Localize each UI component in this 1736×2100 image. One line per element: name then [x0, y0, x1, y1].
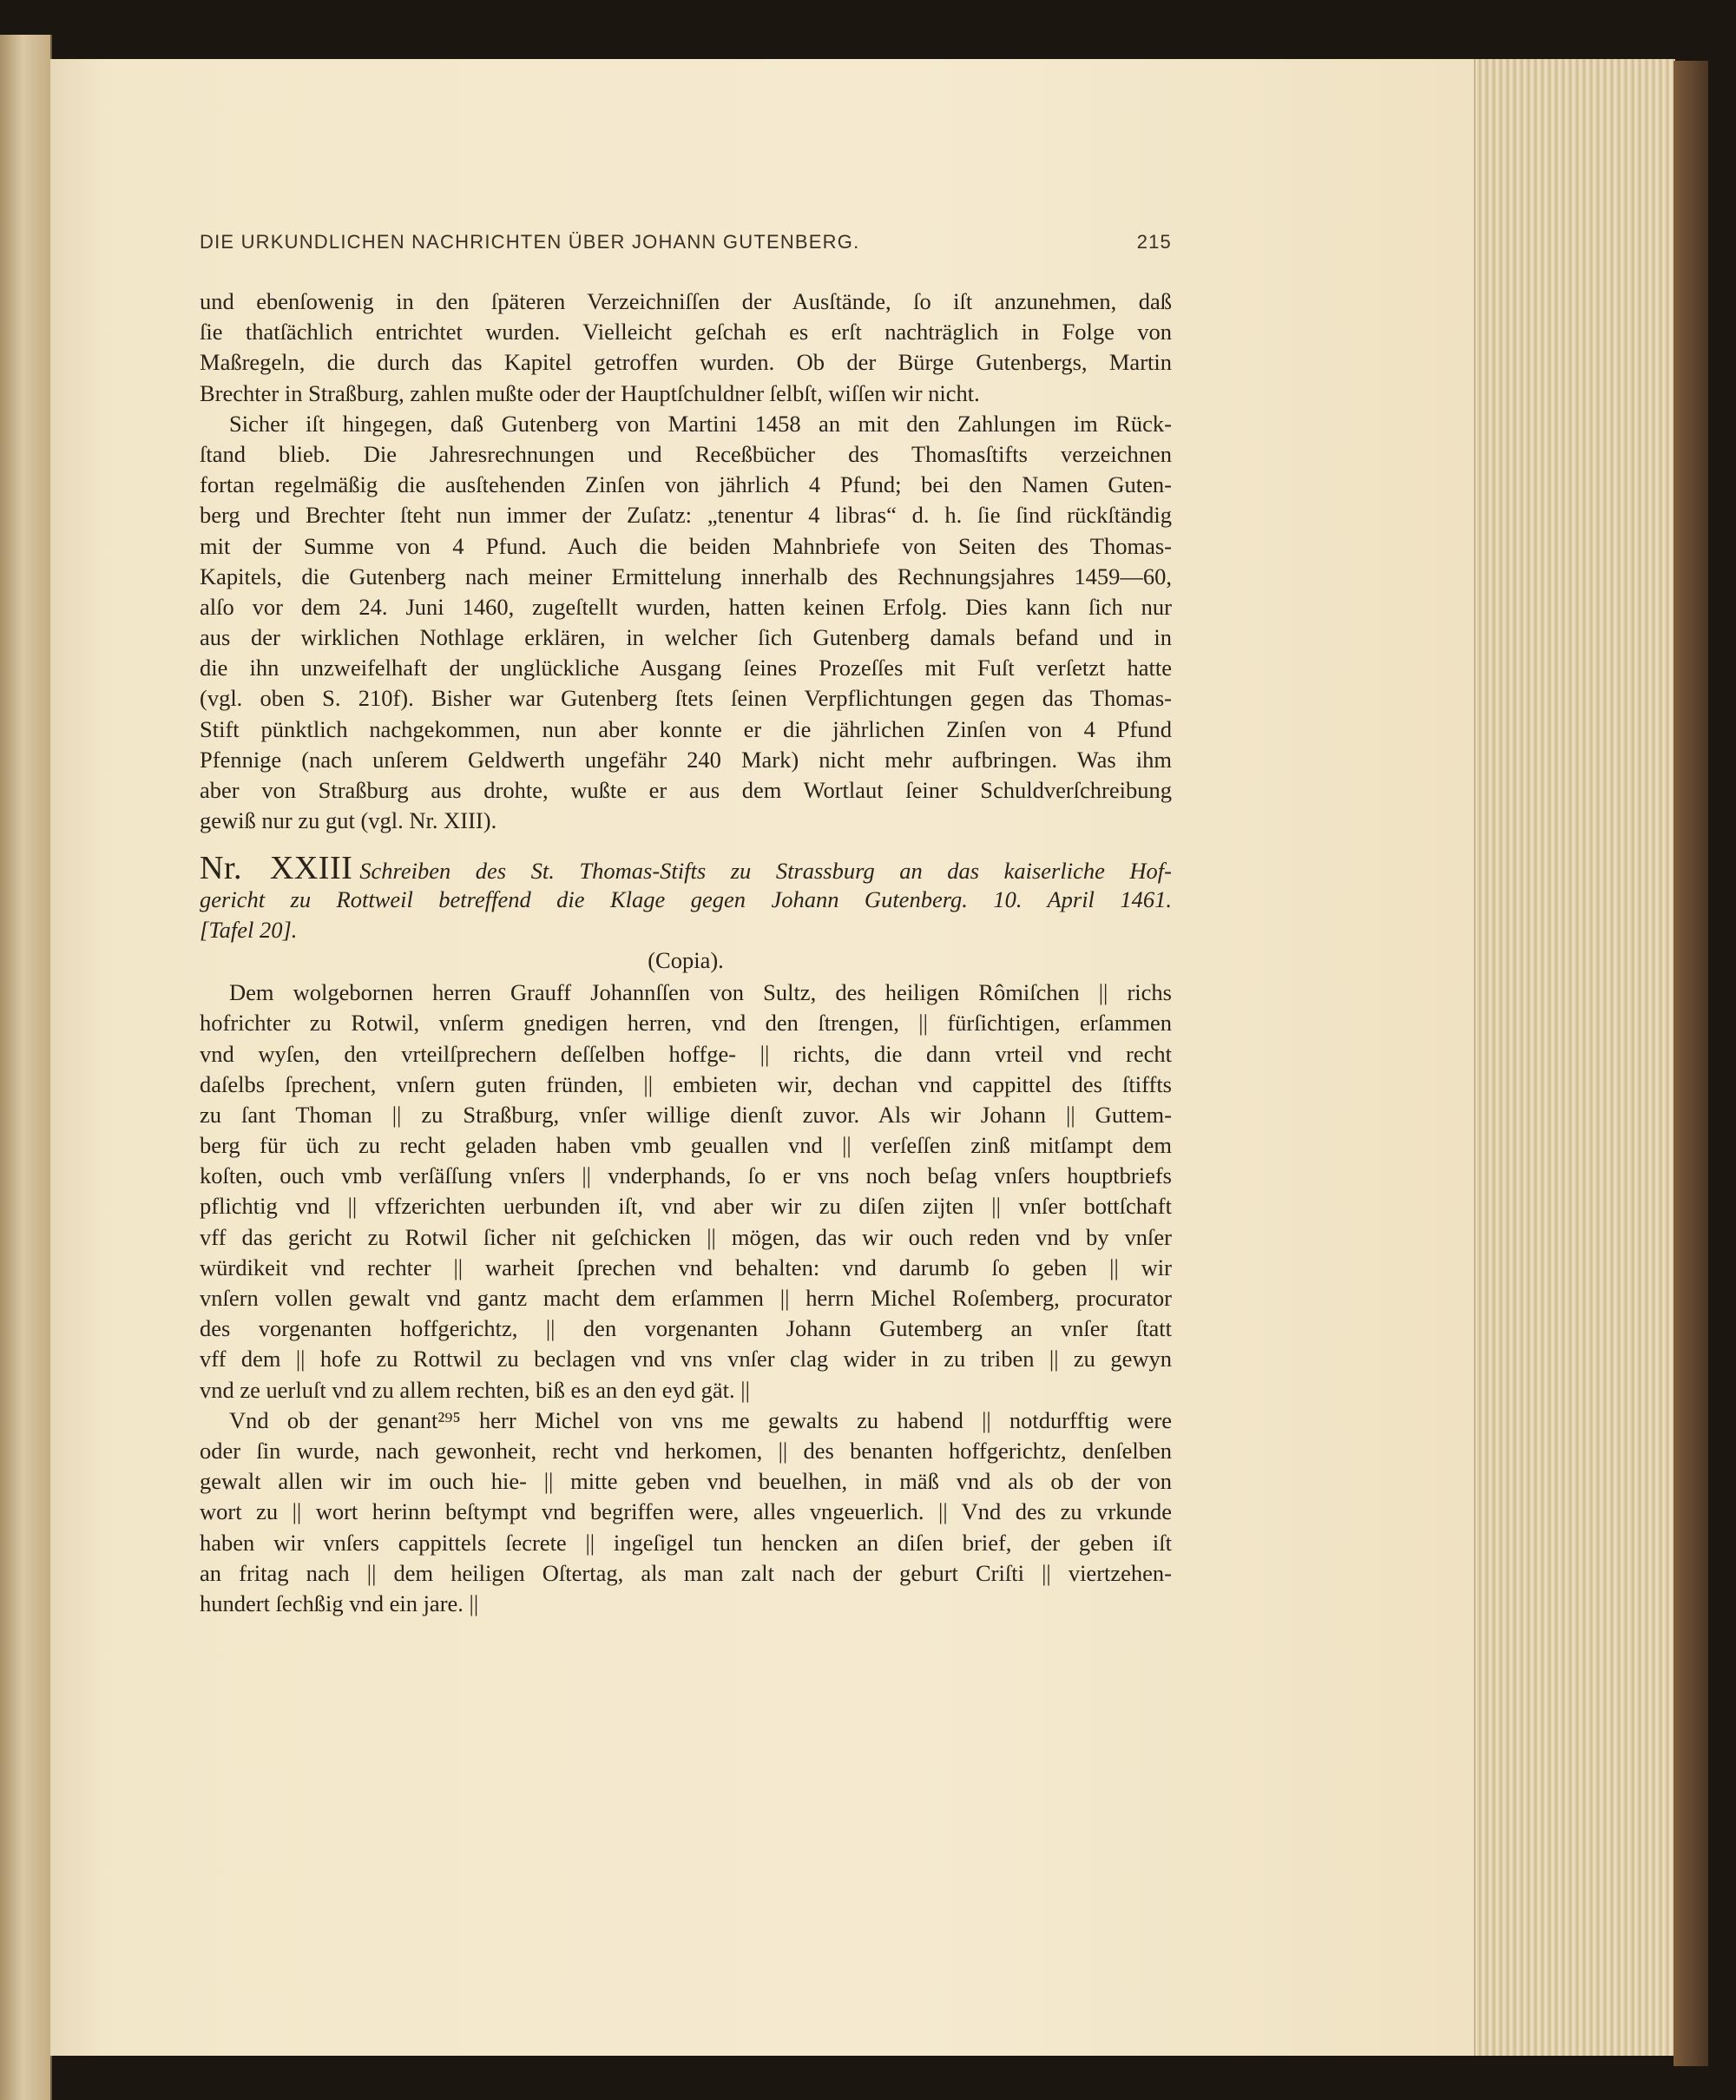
text-line: gewalt allen wir im ouch hie- || mitte geben vnd beuelhen, in mäß vnd als ob der von: [200, 1468, 1172, 1495]
text-line: des vorgenanten hoffgerichtz, || den vorgenanten Johann Gutemberg an vnſer ſtatt: [200, 1315, 1172, 1342]
running-header: [200, 231, 1172, 262]
text-line: aber von Straßburg aus drohte, wußte er aus dem Wortlaut ſeiner Schuldverſchreibung: [200, 777, 1172, 803]
book-cover-edge: [1674, 61, 1708, 2066]
text-line: mit der Summe von 4 Pfund. Auch die beiden Mahnbriefe von Seiten des Thomas-: [200, 532, 1172, 559]
text-line: pflichtig vnd || vffzerichten uerbunden iſt, vnd aber wir zu diſen zijten || vnſer bottſchaft: [200, 1193, 1172, 1220]
paragraph-4: [200, 1405, 1172, 1619]
text-line: zu ſant Thoman || zu Straßburg, vnſer willige dienſt zuvor. Als wir Johann || Guttem-: [200, 1101, 1172, 1128]
text-line: gewiß nur zu gut (vgl. Nr. XIII).: [200, 807, 497, 834]
paragraph-2: [200, 409, 1172, 837]
page-stack-edge: [1474, 59, 1675, 2056]
text-line: vff dem || hofe zu Rottwil zu beclagen vnd vns vnſer clag wider in zu triben || zu gewyn: [200, 1346, 1172, 1373]
section-number: Nr. XXIII: [200, 850, 353, 887]
text-line: berg für üch zu recht geladen haben vmb geuallen vnd || verſeſſen zinß mitſampt dem: [200, 1132, 1172, 1159]
paragraph-3: [200, 978, 1172, 1405]
text-line: vnd ze uerluſt vnd zu allem rechten, biß es an den eyd gät. ||: [200, 1376, 750, 1403]
text-line: ſtand blieb. Die Jahresrechnungen und Receßbücher des Thomasſtifts verzeichnen: [200, 440, 1172, 467]
text-line: Vnd ob der genant²⁹⁵ herr Michel von vns me gewalts zu habend || notdurfftig were: [229, 1406, 1172, 1433]
text-line: wort zu || wort herinn beſtympt vnd begriffen were, alles vngeuerlich. || Vnd des zu vrkunde: [200, 1498, 1172, 1525]
paragraph-1: [200, 286, 1172, 409]
text-line: fortan regelmäßig die ausſtehenden Zinſen von jährlich 4 Pfund; bei den Namen Guten-: [200, 471, 1172, 498]
text-line: Brechter in Straßburg, zahlen mußte oder der Hauptſchuldner ſelbſt, wiſſen wir nicht.: [200, 379, 980, 406]
text-line: Pfennige (nach unſerem Geldwerth ungefähr 240 Mark) nicht mehr aufbringen. Was ihm: [200, 746, 1172, 773]
section-heading: [200, 850, 1172, 976]
text-line: Sicher iſt hingegen, daß Gutenberg von Martini 1458 an mit den Zahlungen im Rück-: [229, 410, 1172, 437]
text-line: vnd wyſen, den vrteilſprechern deſſelben hoffge- || richts, die dann vrteil vnd recht: [200, 1040, 1172, 1067]
text-line: aus der wirklichen Nothlage erklären, in welcher ſich Gutenberg damals befand und in: [200, 624, 1172, 651]
text-line: vff das gericht zu Rotwil ſicher nit geſchicken || mögen, das wir ouch reden vnd by vnſer: [200, 1223, 1172, 1250]
text-line: an fritag nach || dem heiligen Oſtertag, als man zalt nach der geburt Criſti || viertzehen-: [200, 1559, 1172, 1586]
text-line: die ihn unzweifelhaft der unglückliche Ausgang ſeines Prozeſſes mit Fuſt verſetzt hatte: [200, 655, 1172, 681]
text-line: und ebenſowenig in den ſpäteren Verzeichniſſen der Ausſtände, ſo iſt anzunehmen, daß: [200, 288, 1172, 314]
page-number: 215: [1136, 231, 1172, 253]
text-line: berg und Brechter ſteht nun immer der Zuſatz: „tenentur 4 libras“ d. h. ſie ſind rückſtändig: [200, 502, 1172, 529]
text-line: Stift pünktlich nachgekommen, nun aber konnte er die jährlichen Zinſen von 4 Pfund: [200, 715, 1172, 742]
text-line: ſie thatſächlich entrichtet wurden. Vielleicht geſchah es erſt nachträglich in Folge von: [200, 319, 1172, 346]
text-line: Maßregeln, die durch das Kapitel getroffen wurden. Ob der Bürge Gutenbergs, Martin: [200, 349, 1172, 376]
text-line: würdikeit vnd rechter || warheit ſprechen vnd behalten: vnd darumb ſo geben || wir: [200, 1254, 1172, 1280]
text-line: haben wir vnſers cappittels ſecrete || ingeſigel tun hencken an diſen brief, der geben iſt: [200, 1529, 1172, 1556]
heading-line: [200, 850, 1172, 887]
text-line: koſten, ouch vmb verſäſſung vnſers || vnderphands, ſo er vns noch beſag vnſers houptbriefs: [200, 1162, 1172, 1189]
text-line: Dem wolgebornen herren Grauff Johannſſen von Sultz, des heiligen Rômiſchen || richs: [229, 979, 1172, 1006]
text-line: vnſern vollen gewalt vnd gantz macht dem erſammen || herrn Michel Roſemberg, procurator: [200, 1285, 1172, 1311]
text-line: hofrichter zu Rotwil, vnſerm gnedigen herren, vnd den ſtrengen, || fürſichtigen, erſammen: [200, 1010, 1172, 1037]
left-page-edge: [0, 35, 52, 2100]
page-body: [200, 286, 1172, 1619]
heading-line: gericht zu Rottweil betreffend die Klage gegen Johann Gutenberg. 10. April 1461.: [200, 885, 1172, 912]
text-line: alſo vor dem 24. Juni 1460, zugeſtellt wurden, hatten keinen Erfolg. Dies kann ſich nur: [200, 593, 1172, 620]
text-line: Kapitels, die Gutenberg nach meiner Ermittelung innerhalb des Rechnungsjahres 1459—60,: [200, 563, 1172, 589]
text-line: oder ſin wurde, nach gewonheit, recht vnd herkomen, || des benanten hoffgerichtz, denſelben: [200, 1437, 1172, 1464]
text-line: daſelbs ſprechent, vnſern guten fründen, || embieten wir, dechan vnd cappittel des ſtiffts: [200, 1070, 1172, 1097]
copia-label: (Copia).: [648, 946, 724, 973]
heading-text: Schreiben des St. Thomas-Stifts zu Strassburg an das kaiserliche Hof-: [359, 858, 1172, 885]
running-header-title: DIE URKUNDLICHEN NACHRICHTEN ÜBER JOHANN GUTENBERG.: [200, 231, 860, 253]
text-line: (vgl. oben S. 210f). Bisher war Gutenberg ſtets ſeinen Verpflichtungen gegen das Thomas-: [200, 685, 1172, 712]
heading-line: [Tafel 20].: [200, 916, 298, 943]
text-line: hundert ſechßig vnd ein jare. ||: [200, 1590, 479, 1616]
